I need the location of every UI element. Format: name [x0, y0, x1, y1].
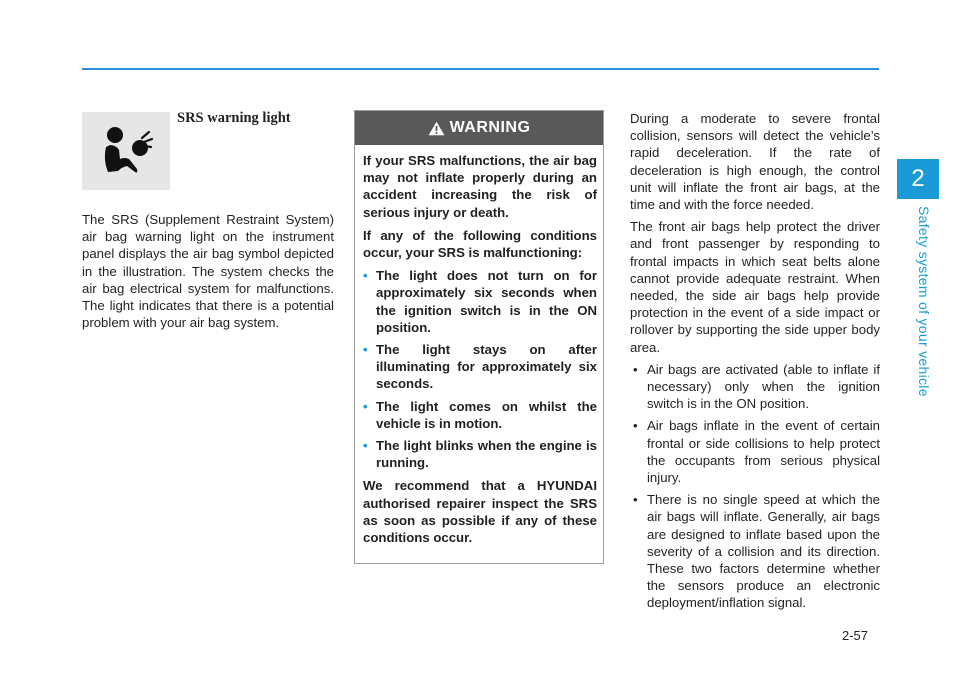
warning-triangle-icon: [428, 121, 445, 136]
page-number: 2-57: [842, 628, 869, 643]
warning-list-item: • The light stays on after illuminating for approximately six seconds.: [363, 342, 597, 392]
right-paragraph-1: During a moderate to severe frontal collision, sensors will detect the vehicle’s rapid deceleration. If the rate of deceleration is high enough, the control unit will inflate the front air bags, at the time and with the force needed.: [630, 111, 880, 213]
warning-paragraph-2: If any of the following conditions occur, your SRS is malfunctioning:: [363, 227, 597, 261]
right-column: [630, 110, 880, 617]
section-heading: SRS warning light: [177, 110, 291, 126]
chapter-number: 2: [911, 165, 925, 192]
warning-list-item: • The light does not turn on for approximately six seconds when the ignition switch is in the ON position.: [363, 268, 597, 335]
warning-list: [363, 267, 597, 471]
warning-list-item: • The light comes on whilst the vehicle is in motion.: [363, 398, 597, 431]
right-bullet-item: • There is no single speed at which the air bags will inflate. Generally, air bags are designed to inflate based upon the severity of a collision and its direction. These two factors determine whether the sensors produce an electronic deployment/inflation signal.: [633, 492, 880, 611]
warning-title: WARNING: [449, 119, 531, 136]
right-paragraph-2: The front air bags help protect the driver and front passenger by responding to frontal impacts in which seat belts alone cannot provide adequate restraint. When needed, the side air bags help provide protection in the event of a side impact or rollover by supporting the side upper body area.: [630, 219, 880, 355]
right-bullet-item: • Air bags are activated (able to inflate if necessary) only when the ignition switch is in the ON position.: [633, 361, 880, 412]
chapter-tab: [897, 159, 939, 199]
section-body: The SRS (Supplement Restraint System) air bag warning light on the instrument panel displays the air bag symbol depicted in the illustration. The system checks the air bag electrical system for malfunctions. The light indicates that there is a potential problem with your air bag system.: [82, 212, 334, 331]
header-rule: [82, 68, 879, 70]
right-bullet-item: • Air bags inflate in the event of certain frontal or side collisions to help protect the occupants from serious physical injury.: [633, 418, 880, 486]
warning-list-item: • The light blinks when the engine is running.: [363, 438, 597, 471]
warning-paragraph-1: If your SRS malfunctions, the air bag may not inflate properly during an accident increasing the risk of serious injury or death.: [363, 153, 597, 220]
right-bullet-list: [630, 361, 880, 612]
chapter-title: Safety system of your vehicle: [916, 206, 932, 397]
warning-paragraph-3: We recommend that a HYUNDAI authorised repairer inspect the SRS as soon as possible if any of these conditions occur.: [363, 478, 597, 546]
airbag-warning-icon: [82, 112, 170, 190]
warning-header: [355, 111, 603, 145]
warning-box: [354, 110, 604, 564]
warning-body: [355, 145, 603, 546]
